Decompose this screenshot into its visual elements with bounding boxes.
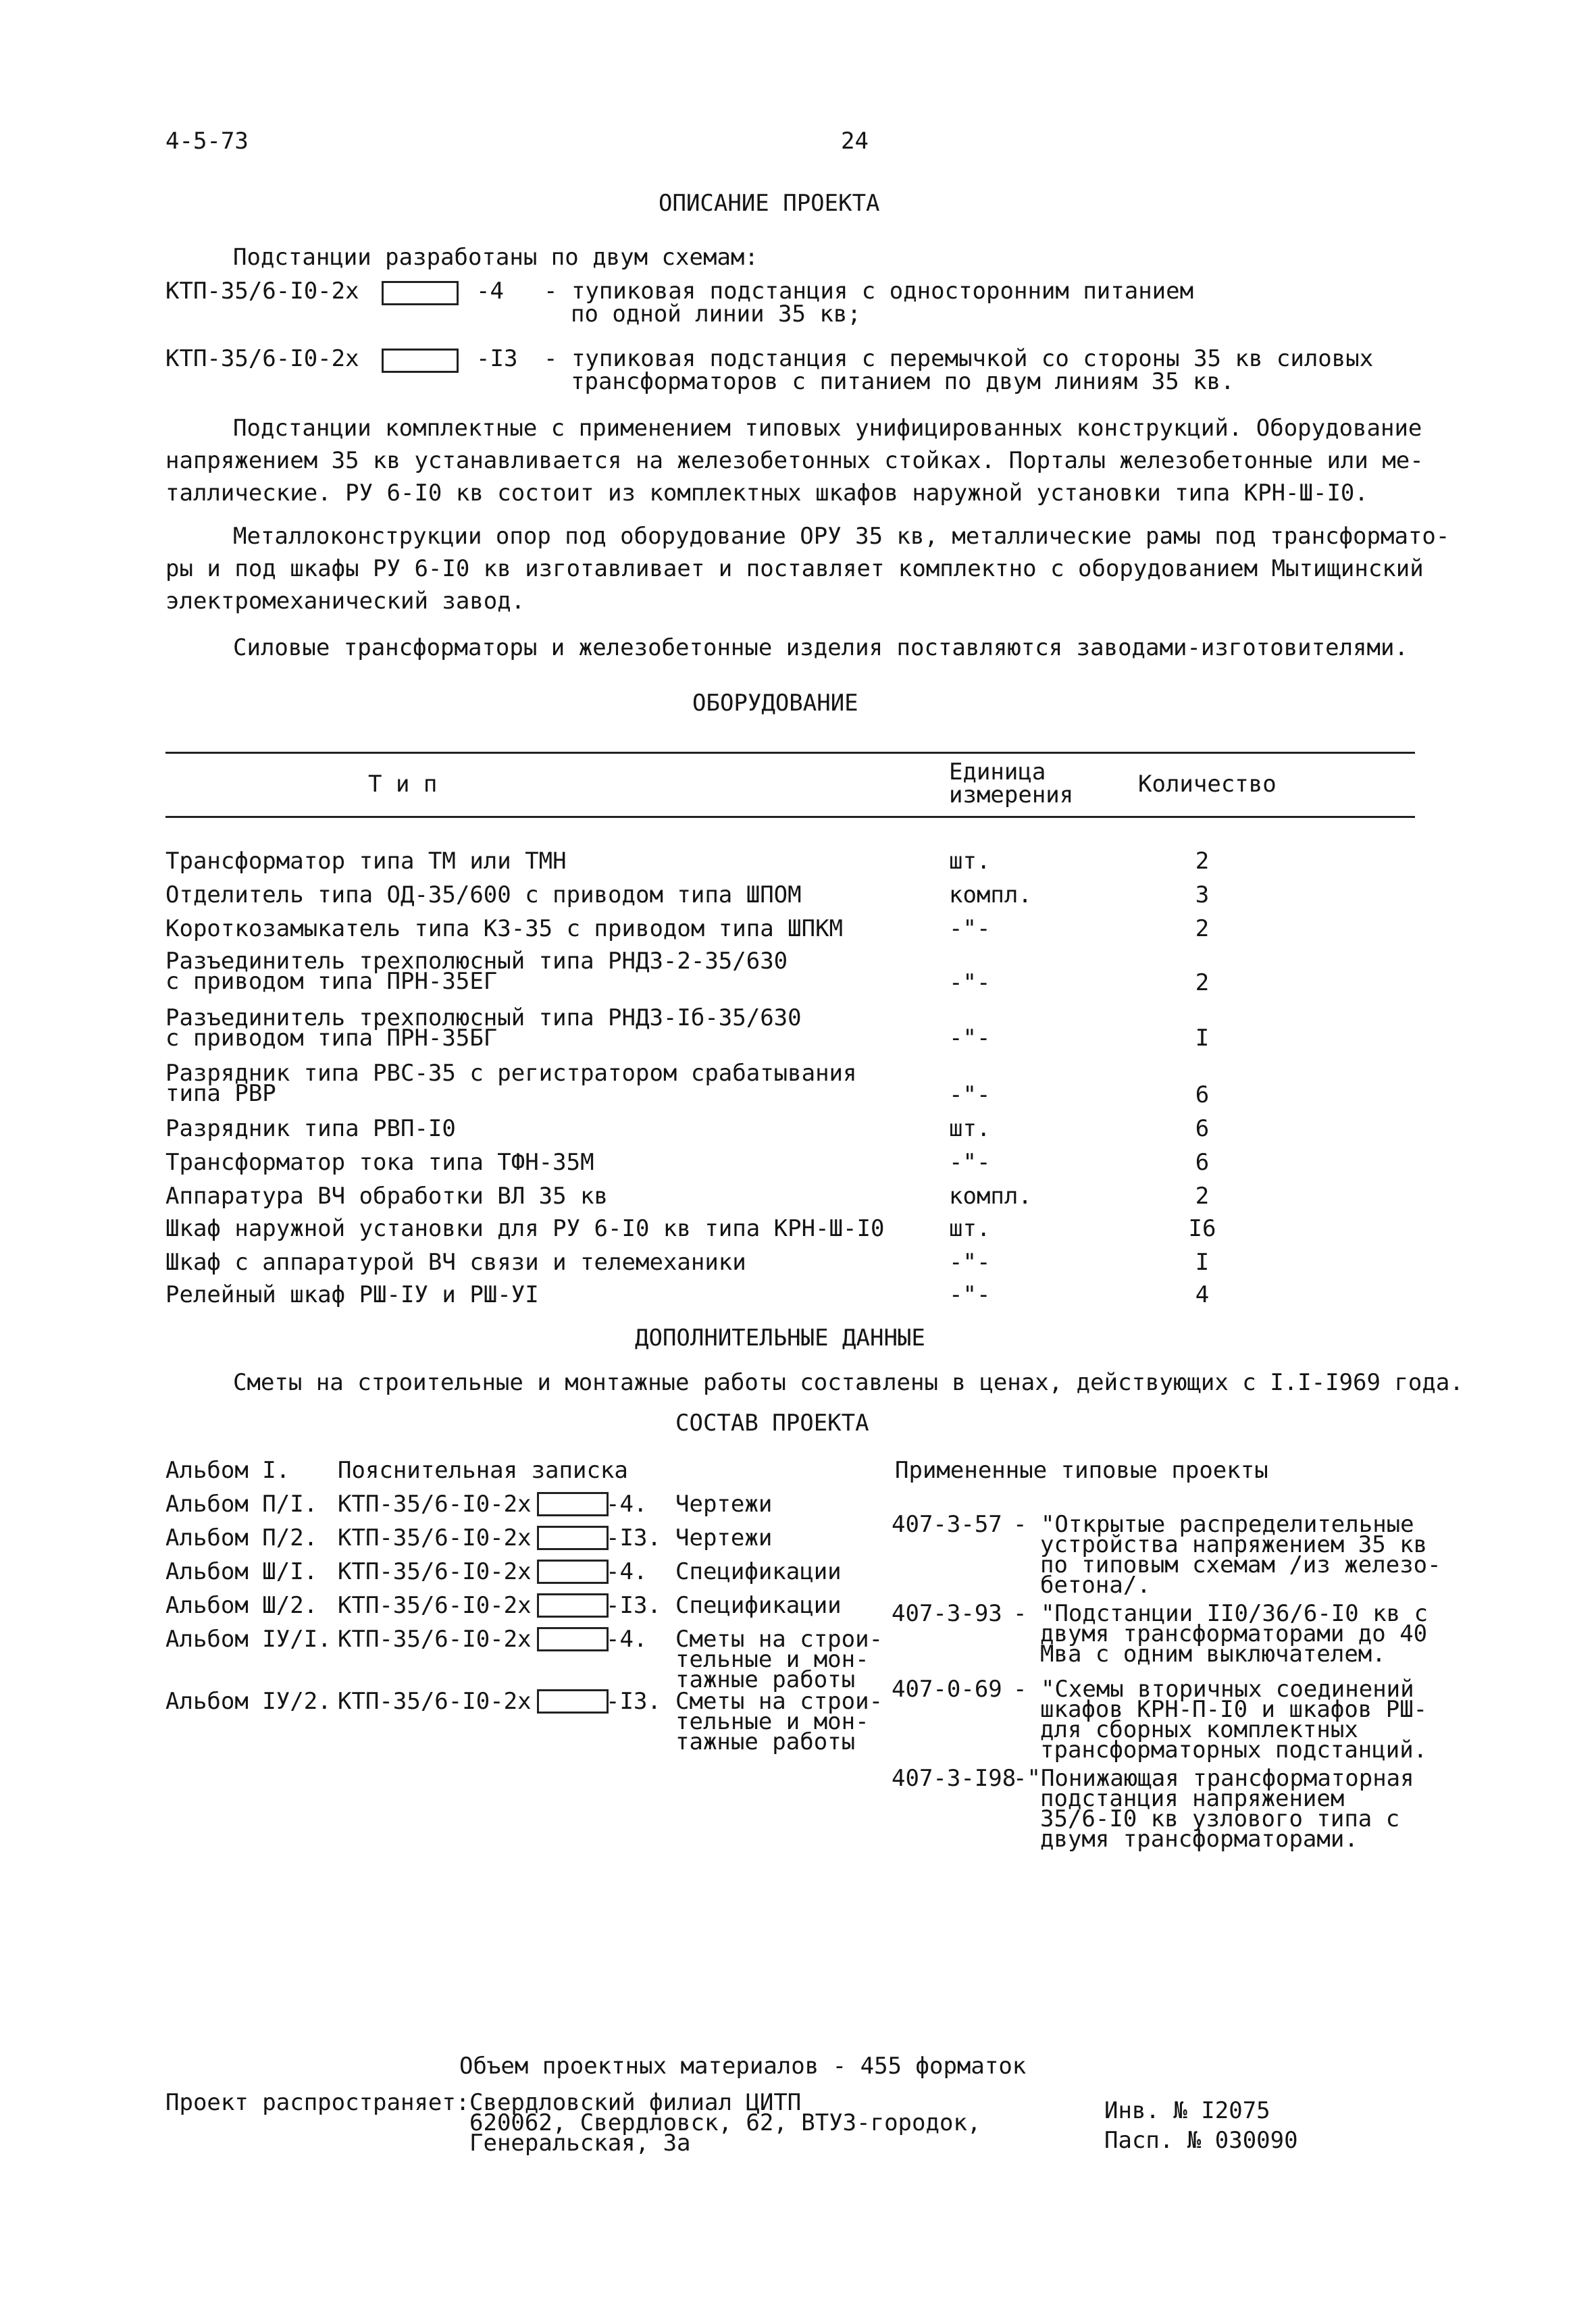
scheme-blank-box xyxy=(382,281,459,305)
additional-text: Сметы на строительные и монтажные работы составлены в ценах, действующих с I.I-I969 года. xyxy=(233,1369,1464,1396)
album-document: КТП-35/6-I0-2х xyxy=(338,1688,532,1715)
album-number: Альбом П/2. xyxy=(165,1524,318,1551)
equipment-unit: -"- xyxy=(949,1249,991,1276)
equipment-unit: -"- xyxy=(949,969,991,996)
volume-statement: Объем проектных материалов - 455 форматок xyxy=(459,2053,1027,2080)
album-document: КТП-35/6-I0-2х xyxy=(338,1626,532,1653)
paragraph-supply xyxy=(165,632,1408,664)
album-suffix: -4. xyxy=(606,1491,648,1518)
scheme-suffix: -I3 xyxy=(476,345,518,372)
album-kind: Чертежи xyxy=(675,1524,773,1551)
applied-project-line: - "Открытые распределительные xyxy=(1013,1511,1414,1538)
paragraph-design xyxy=(165,412,1424,509)
paragraph-line: ры и под шкафы РУ 6-I0 кв изготавливает и поставляет комплектно с оборудованием Мытищинский xyxy=(165,555,1424,582)
paragraph-line: Подстанции комплектные с применением типовых унифицированных конструкций. Оборудование xyxy=(233,415,1422,442)
page-title: ОПИСАНИЕ ПРОЕКТА xyxy=(659,190,880,217)
album-number: Альбом IУ/2. xyxy=(165,1688,332,1715)
album-kind-line-3: тажные работы xyxy=(675,1666,856,1693)
paragraph-metalwork xyxy=(165,520,1449,617)
equipment-quantity: 2 xyxy=(1195,915,1210,942)
scheme-suffix: -4 xyxy=(476,278,504,305)
album-number: Альбом Ш/I. xyxy=(165,1558,318,1585)
paragraph-line: электромеханический завод. xyxy=(165,588,525,615)
paragraph-line: Металлоконструкции опор под оборудование ОРУ 35 кв, металлические рамы под трансформато- xyxy=(233,523,1450,550)
equipment-unit: шт. xyxy=(949,848,991,875)
equipment-type-line-2: типа РВР xyxy=(165,1080,276,1107)
equipment-quantity: I xyxy=(1195,1249,1210,1276)
scheme-name: КТП-35/6-I0-2х xyxy=(165,345,359,372)
distributor-address: 620062, Свердловск, 62, ВТУЗ-городок, xyxy=(469,2109,981,2136)
album-kind-line-2: тельные и мон- xyxy=(675,1646,869,1673)
applied-project-line: 35/6-I0 кв узлового типа с xyxy=(1040,1805,1400,1832)
equipment-type: Релейный шкаф РШ-IУ и РШ-УI xyxy=(165,1281,539,1308)
album-document: КТП-35/6-I0-2х xyxy=(338,1592,532,1619)
applied-project-line: - "Схемы вторичных соединений xyxy=(1013,1676,1414,1703)
passport-number: Пасп. № 030090 xyxy=(1104,2127,1298,2154)
equipment-heading: ОБОРУДОВАНИЕ xyxy=(692,690,858,717)
equipment-type-line-2: с приводом типа ПРН-35ЕГ xyxy=(165,968,498,995)
equipment-quantity: 2 xyxy=(1195,848,1210,875)
equipment-type: Короткозамыкатель типа КЗ-35 с приводом типа ШПКМ xyxy=(165,915,844,942)
composition-heading: СОСТАВ ПРОЕКТА xyxy=(675,1410,869,1437)
scheme-description-line-2: по одной линии 35 кв; xyxy=(571,301,861,328)
scheme-name: КТП-35/6-I0-2х xyxy=(165,278,359,305)
paragraph-line: таллические. РУ 6-I0 кв состоит из комплектных шкафов наружной установки типа КРН-Ш-I0. xyxy=(165,480,1368,507)
album-suffix: -4. xyxy=(606,1626,648,1653)
equipment-type: Отделитель типа ОД-35/600 с приводом типа ШПОМ xyxy=(165,881,802,908)
applied-project-line: Мва с одним выключателем. xyxy=(1040,1641,1386,1668)
album-blank-box xyxy=(537,1526,609,1550)
equipment-unit: компл. xyxy=(949,881,1032,908)
equipment-unit: -"- xyxy=(949,1025,991,1052)
applied-project-line: -"Понижающая трансформаторная xyxy=(1013,1765,1414,1792)
equipment-unit: -"- xyxy=(949,1281,991,1308)
equipment-quantity: 6 xyxy=(1195,1149,1210,1176)
scheme-description-line-1: - тупиковая подстанция с перемычкой со стороны 35 кв силовых xyxy=(544,345,1374,372)
distributor-name: Свердловский филиал ЦИТП xyxy=(469,2089,802,2116)
additional-heading: ДОПОЛНИТЕЛЬНЫЕ ДАННЫЕ xyxy=(635,1325,925,1352)
equipment-quantity: 2 xyxy=(1195,969,1210,996)
column-header-type: Т и п xyxy=(368,771,438,798)
equipment-quantity: 2 xyxy=(1195,1183,1210,1210)
scheme-blank-box xyxy=(382,349,459,373)
equipment-unit: компл. xyxy=(949,1183,1032,1210)
applied-project-code: 407-3-57 xyxy=(892,1511,1002,1538)
album-kind: Сметы на строи- xyxy=(675,1688,883,1715)
album-kind: Спецификации xyxy=(675,1592,842,1619)
intro-text: Подстанции разработаны по двум схемам: xyxy=(233,244,758,271)
album-blank-box xyxy=(537,1593,609,1618)
equipment-type: Разрядник типа РВП-I0 xyxy=(165,1115,456,1142)
equipment-type: Разъединитель трехполюсный типа РНДЗ-2-35/630 xyxy=(165,948,788,975)
distributor-label: Проект распространяет: xyxy=(165,2089,470,2116)
equipment-type: Разъединитель трехполюсный типа РНДЗ-Iб-35/630 xyxy=(165,1004,802,1031)
album-suffix: -I3. xyxy=(606,1592,661,1619)
column-header-quantity: Количество xyxy=(1138,771,1277,798)
inventory-number: Инв. № I2075 xyxy=(1104,2097,1270,2124)
equipment-type: Трансформатор тока типа ТФН-35М xyxy=(165,1149,594,1176)
applied-project-code: 407-3-I98 xyxy=(892,1765,1016,1792)
equipment-unit: шт. xyxy=(949,1115,991,1142)
equipment-unit: -"- xyxy=(949,915,991,942)
album-document: КТП-35/6-I0-2х xyxy=(338,1524,532,1551)
album-kind: Сметы на строи- xyxy=(675,1626,883,1653)
album-suffix: -I3. xyxy=(606,1524,661,1551)
equipment-quantity: 3 xyxy=(1195,881,1210,908)
applied-project-line: шкафов КРН-П-I0 и шкафов РШ- xyxy=(1040,1696,1428,1723)
equipment-quantity: I6 xyxy=(1188,1215,1216,1242)
equipment-unit: -"- xyxy=(949,1081,991,1108)
equipment-quantity: 6 xyxy=(1195,1081,1210,1108)
album-kind: Чертежи xyxy=(675,1491,773,1518)
album-number: Альбом IУ/I. xyxy=(165,1626,332,1653)
album-kind-line-2: тельные и мон- xyxy=(675,1708,869,1735)
applied-project-line: двумя трансформаторами до 40 xyxy=(1040,1620,1428,1647)
album-blank-box xyxy=(537,1560,609,1584)
equipment-unit: шт. xyxy=(949,1215,991,1242)
album-blank-box xyxy=(537,1689,609,1714)
equipment-quantity: 6 xyxy=(1195,1115,1210,1142)
document-code: 4-5-73 xyxy=(165,128,249,155)
album-document: КТП-35/6-I0-2х xyxy=(338,1558,532,1585)
applied-project-line: - "Подстанции II0/36/6-I0 кв с xyxy=(1013,1600,1428,1627)
applied-project-line: устройства напряжением 35 кв xyxy=(1040,1531,1428,1558)
paragraph-line: Силовые трансформаторы и железобетонные изделия поставляются заводами-изготовителями. xyxy=(233,634,1408,661)
album-suffix: -4. xyxy=(606,1558,648,1585)
album-number: Альбом I. xyxy=(165,1457,290,1484)
album-document: Пояснительная записка xyxy=(338,1457,628,1484)
page-number: 24 xyxy=(841,128,869,155)
album-suffix: -I3. xyxy=(606,1688,661,1715)
applied-project-line: для сборных комплектных xyxy=(1040,1716,1358,1743)
applied-project-code: 407-3-93 xyxy=(892,1600,1002,1627)
album-kind: Спецификации xyxy=(675,1558,842,1585)
equipment-type: Аппаратура ВЧ обработки ВЛ 35 кв xyxy=(165,1183,609,1210)
album-number: Альбом Ш/2. xyxy=(165,1592,318,1619)
equipment-type: Разрядник типа РВС-35 с регистратором срабатывания xyxy=(165,1060,857,1087)
album-kind-line-3: тажные работы xyxy=(675,1728,856,1755)
equipment-type-line-2: с приводом типа ПРН-35БГ xyxy=(165,1025,498,1052)
column-header-unit: Единица xyxy=(949,759,1046,786)
applied-projects-heading: Примененные типовые проекты xyxy=(895,1457,1268,1484)
equipment-quantity: I xyxy=(1195,1025,1210,1052)
equipment-type: Шкаф с аппаратурой ВЧ связи и телемеханики xyxy=(165,1249,746,1276)
applied-project-line: по типовым схемам /из железо- xyxy=(1040,1551,1441,1578)
equipment-type: Трансформатор типа ТМ или ТМН xyxy=(165,848,567,875)
album-blank-box xyxy=(537,1627,609,1651)
table-header-rule xyxy=(165,816,1415,818)
album-document: КТП-35/6-I0-2х xyxy=(338,1491,532,1518)
equipment-unit: -"- xyxy=(949,1149,991,1176)
album-blank-box xyxy=(537,1492,609,1516)
equipment-quantity: 4 xyxy=(1195,1281,1210,1308)
applied-project-line: двумя трансформаторами. xyxy=(1040,1826,1358,1853)
applied-project-line: бетона/. xyxy=(1040,1572,1151,1599)
applied-project-line: трансформаторных подстанций. xyxy=(1040,1737,1428,1764)
table-top-rule xyxy=(165,752,1415,754)
scheme-description-line-2: трансформаторов с питанием по двум линиям 35 кв. xyxy=(571,368,1235,395)
column-header-unit-2: измерения xyxy=(949,781,1074,808)
equipment-type: Шкаф наружной установки для РУ 6-I0 кв типа КРН-Ш-I0 xyxy=(165,1215,885,1242)
applied-project-line: подстанция напряжением xyxy=(1040,1785,1345,1812)
scheme-description-line-1: - тупиковая подстанция с односторонним питанием xyxy=(544,278,1194,305)
album-number: Альбом П/I. xyxy=(165,1491,318,1518)
distributor-address-line-2: Генеральская, 3а xyxy=(469,2130,691,2157)
paragraph-line: напряжением 35 кв устанавливается на железобетонных стойках. Порталы железобетонные или ме- xyxy=(165,447,1424,474)
applied-project-code: 407-0-69 xyxy=(892,1676,1002,1703)
